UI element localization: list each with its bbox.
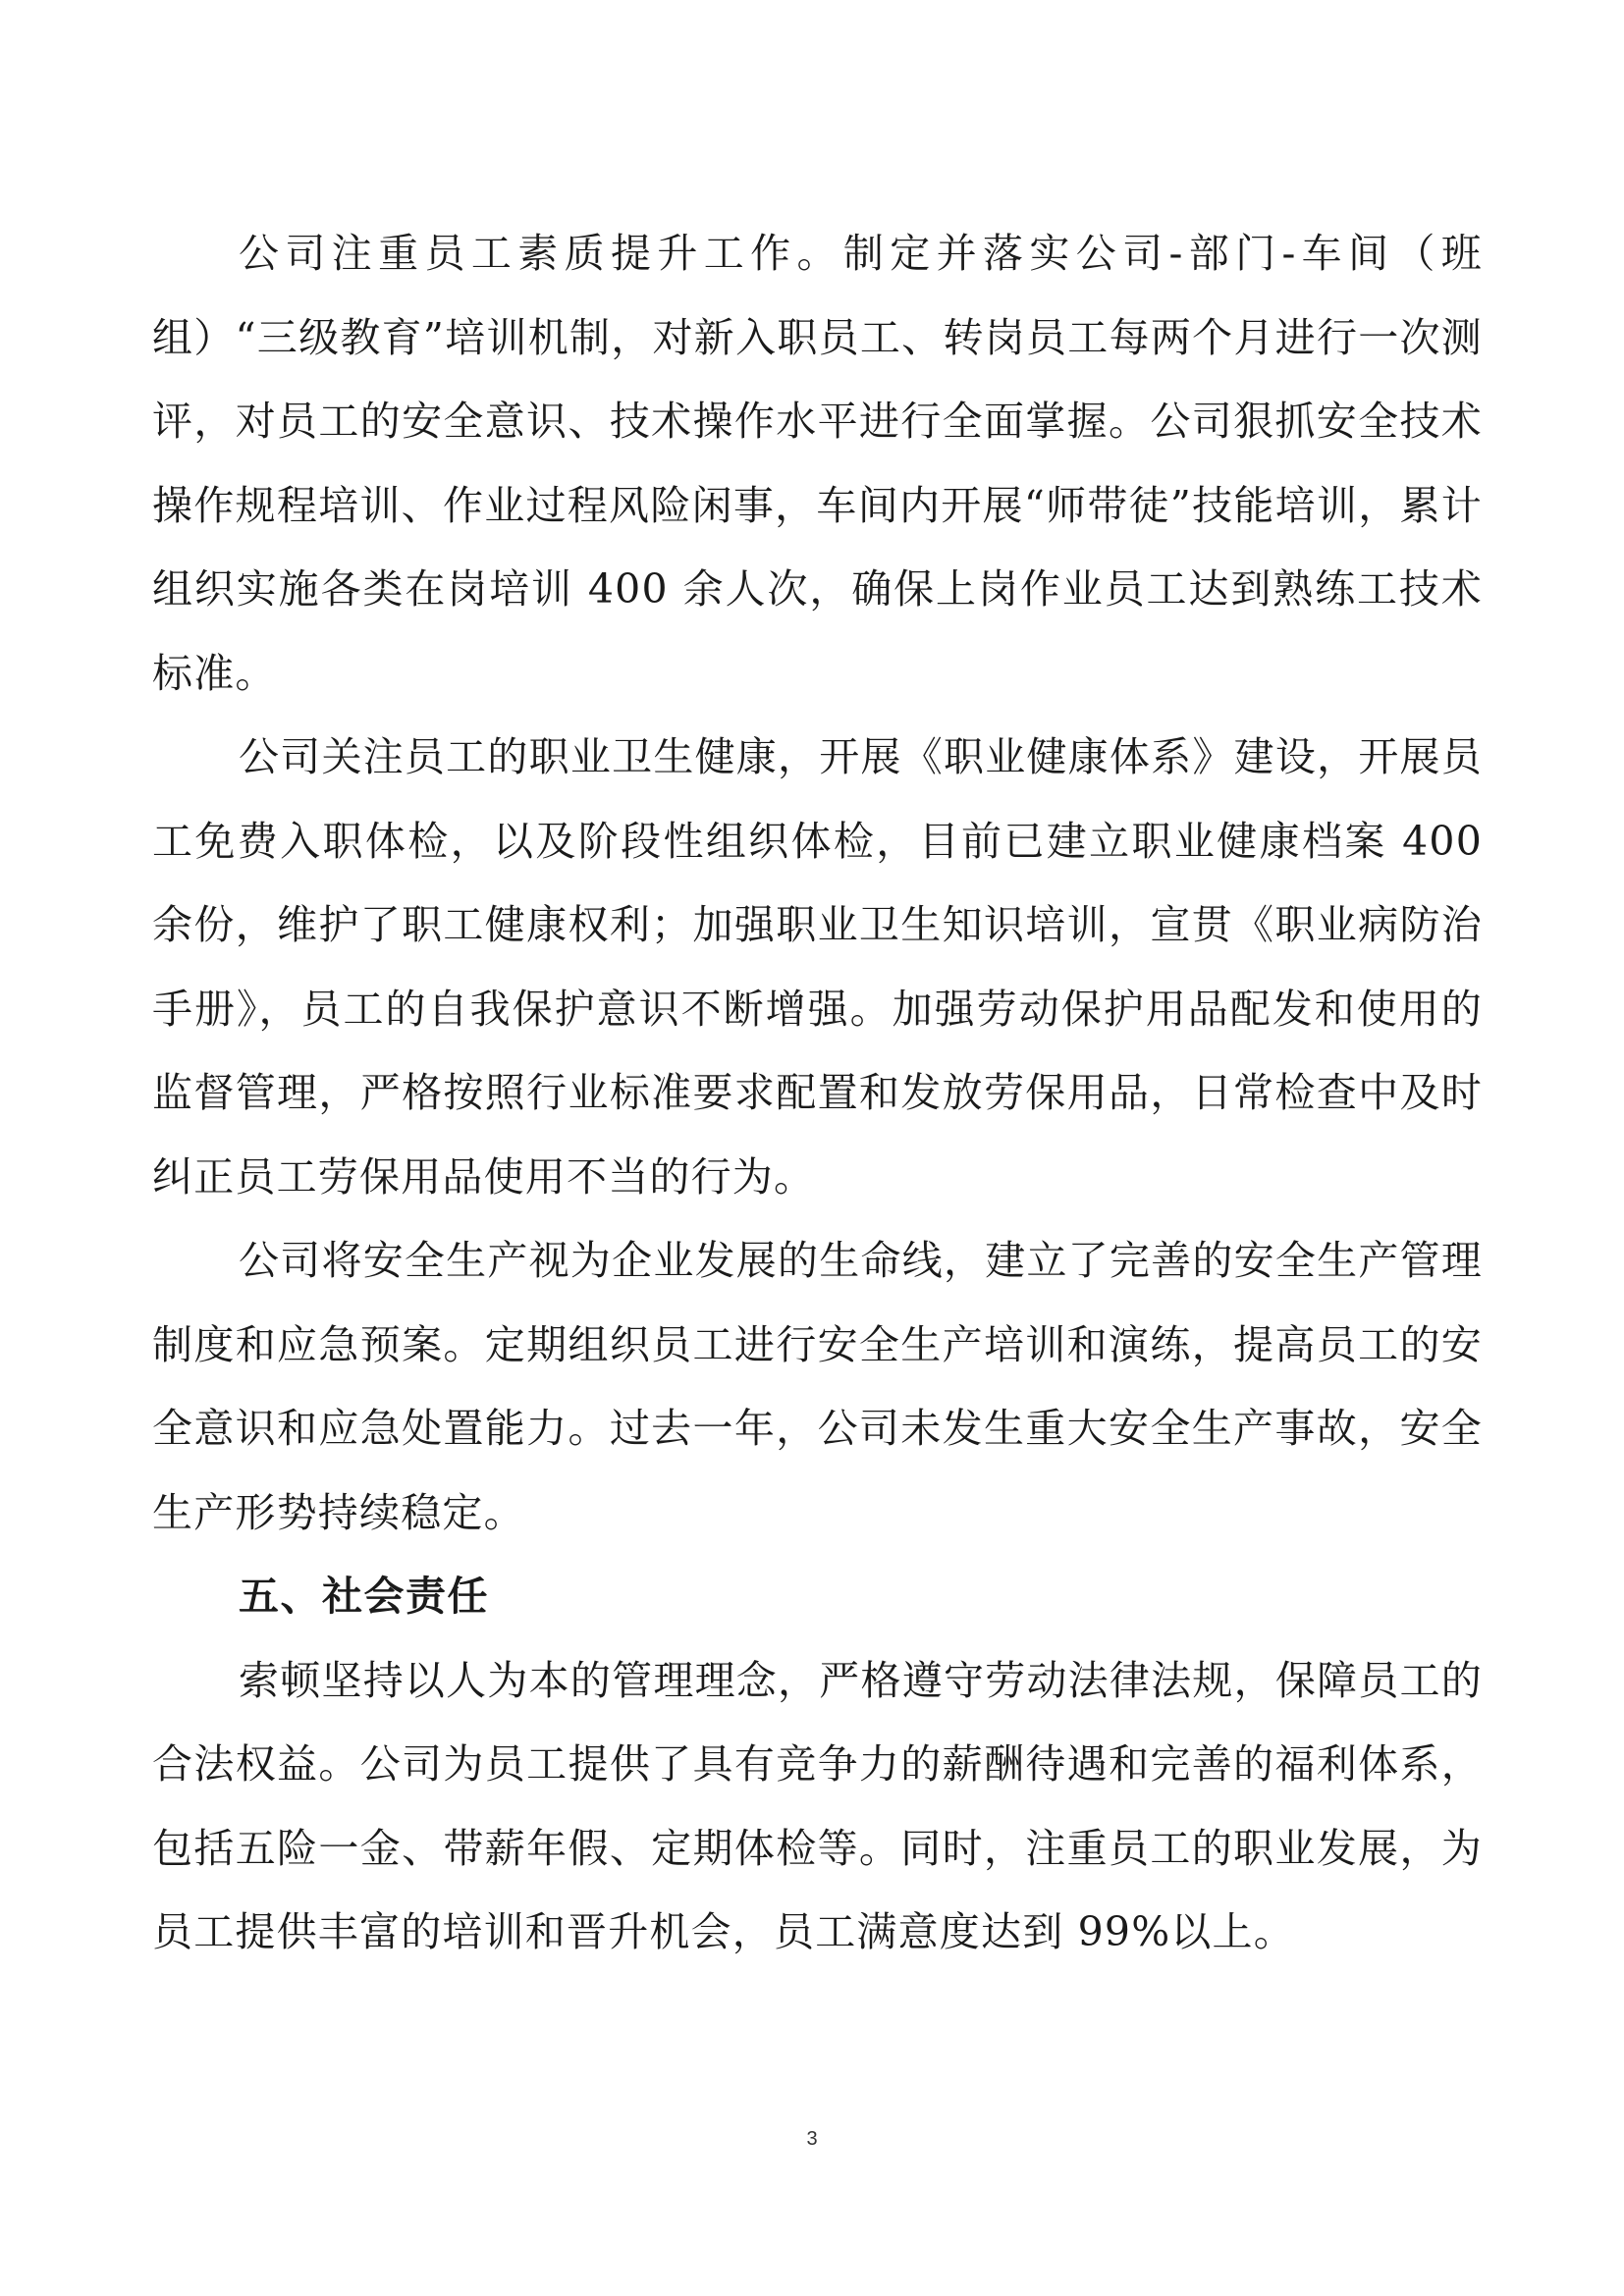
paragraph-social-responsibility: 索顿坚持以人为本的管理理念，严格遵守劳动法律法规，保障员工的合法权益。公司为员工提供了具有竞争力的薪酬待遇和完善的福利体系，包括五险一金、带薪年假、定期体检等。同时，注重员工的职业发展，为员工提供丰富的培训和晋升机会，员工满意度达到 99%以上。: [152, 1656, 1483, 1955]
paragraph-staff-training: 公司注重员工素质提升工作。制定并落实公司-部门-车间（班组）“三级教育”培训机制，对新入职员工、转岗员工每两个月进行一次测评，对员工的安全意识、技术操作水平进行全面掌握。公司狠抓安全技术操作规程培训、作业过程风险闲事，车间内开展“师带徒”技能培训，累计组织实施各类在岗培训 400 余人次，确保上岗作业员工达到熟练工技术标准。: [152, 230, 1483, 697]
section-heading: 五、社会责任: [239, 1573, 489, 1620]
page-number: 3: [806, 2128, 818, 2150]
document-body: [152, 212, 1483, 1975]
paragraph-safety-production: 公司将安全生产视为企业发展的生命线，建立了完善的安全生产管理制度和应急预案。定期组织员工进行安全生产培训和演练，提高员工的安全意识和应急处置能力。过去一年，公司未发生重大安全生产事故，安全生产形势持续稳定。: [152, 1237, 1483, 1536]
paragraph-occupational-health: 公司关注员工的职业卫生健康，开展《职业健康体系》建设，开展员工免费入职体检，以及阶段性组织体检，目前已建立职业健康档案 400 余份，维护了职工健康权利；加强职业卫生知识培训，宣贯《职业病防治手册》，员工的自我保护意识不断增强。加强劳动保护用品配发和使用的监督管理，严格按照行业标准要求配置和发放劳保用品，日常检查中及时纠正员工劳保用品使用不当的行为。: [152, 733, 1483, 1201]
